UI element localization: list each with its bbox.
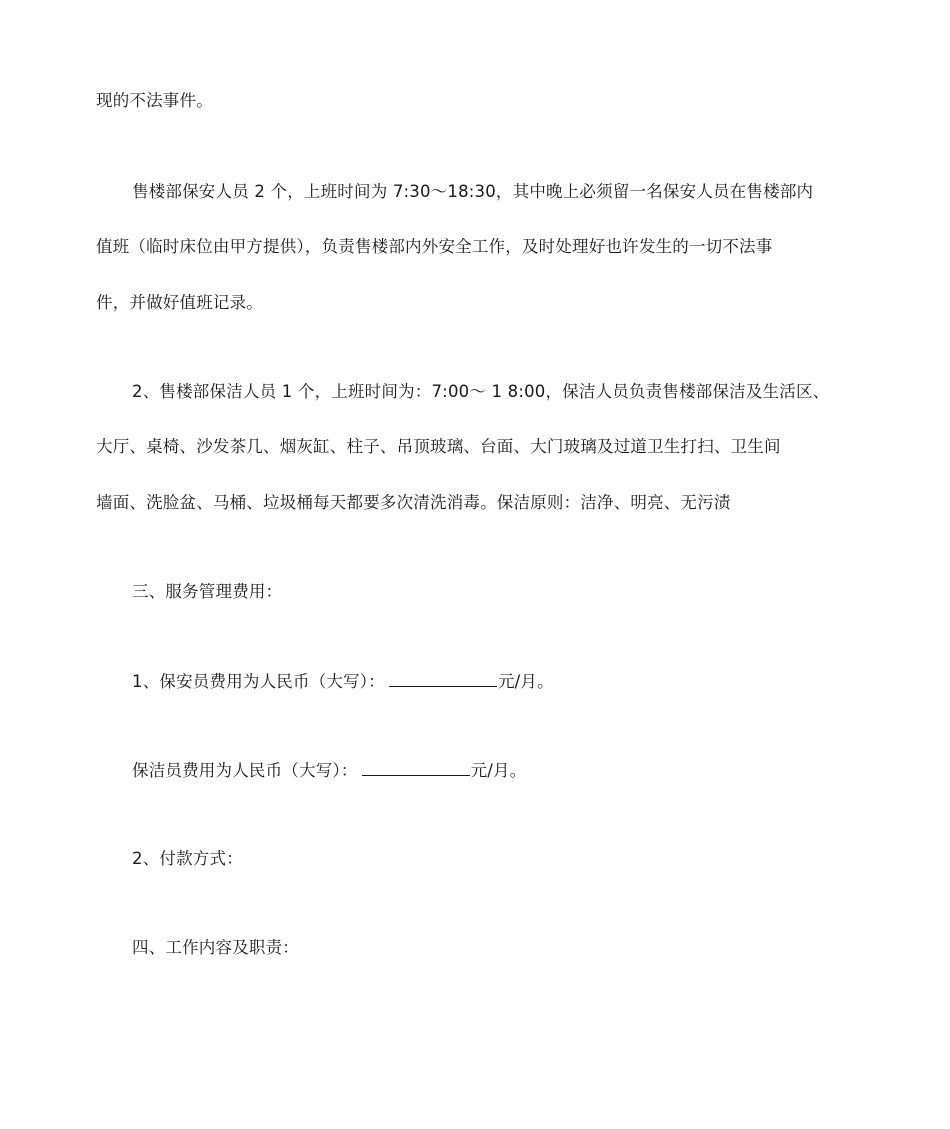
- fee-security-blank: [389, 670, 497, 687]
- paragraph-line: 值班（临时床位由甲方提供），负责售楼部内外安全工作，及时处理好也许发生的一切不法事: [96, 237, 773, 256]
- fee-security-unit: 元/月。: [497, 672, 554, 691]
- payment-heading: 2、付款方式：: [132, 849, 243, 868]
- fee-security-label: 1、保安员费用为人民币（大写）：: [132, 672, 385, 691]
- section-heading: 四、工作内容及职责：: [132, 938, 299, 957]
- fee-cleaner-blank: [362, 759, 470, 776]
- fee-cleaner-line: [132, 759, 526, 782]
- fee-cleaner-label: 保洁员费用为人民币（大写）：: [132, 761, 358, 780]
- paragraph-line: 墙面、洗脸盆、马桶、垃圾桶每天都要多次清洗消毒。保洁原则：洁净、明亮、无污渍: [96, 493, 731, 512]
- paragraph-line: 件，并做好值班记录。: [96, 293, 263, 312]
- fee-security-line: [132, 670, 554, 693]
- section-heading: 三、服务管理费用：: [132, 582, 283, 601]
- paragraph-line: 售楼部保安人员 2 个，上班时间为 7:30～18:30，其中晚上必须留一名保安人员在售楼部内: [132, 182, 814, 201]
- fee-cleaner-unit: 元/月。: [470, 761, 527, 780]
- paragraph-line: 大厅、桌椅、沙发茶几、烟灰缸、柱子、吊顶玻璃、台面、大门玻璃及过道卫生打扫、卫生间: [96, 437, 781, 456]
- paragraph-line: 现的不法事件。: [96, 91, 213, 110]
- paragraph-line: 2、售楼部保洁人员 1 个，上班时间为：7:00～ 1 8:00，保洁人员负责售楼部保洁及生活区、: [132, 382, 830, 401]
